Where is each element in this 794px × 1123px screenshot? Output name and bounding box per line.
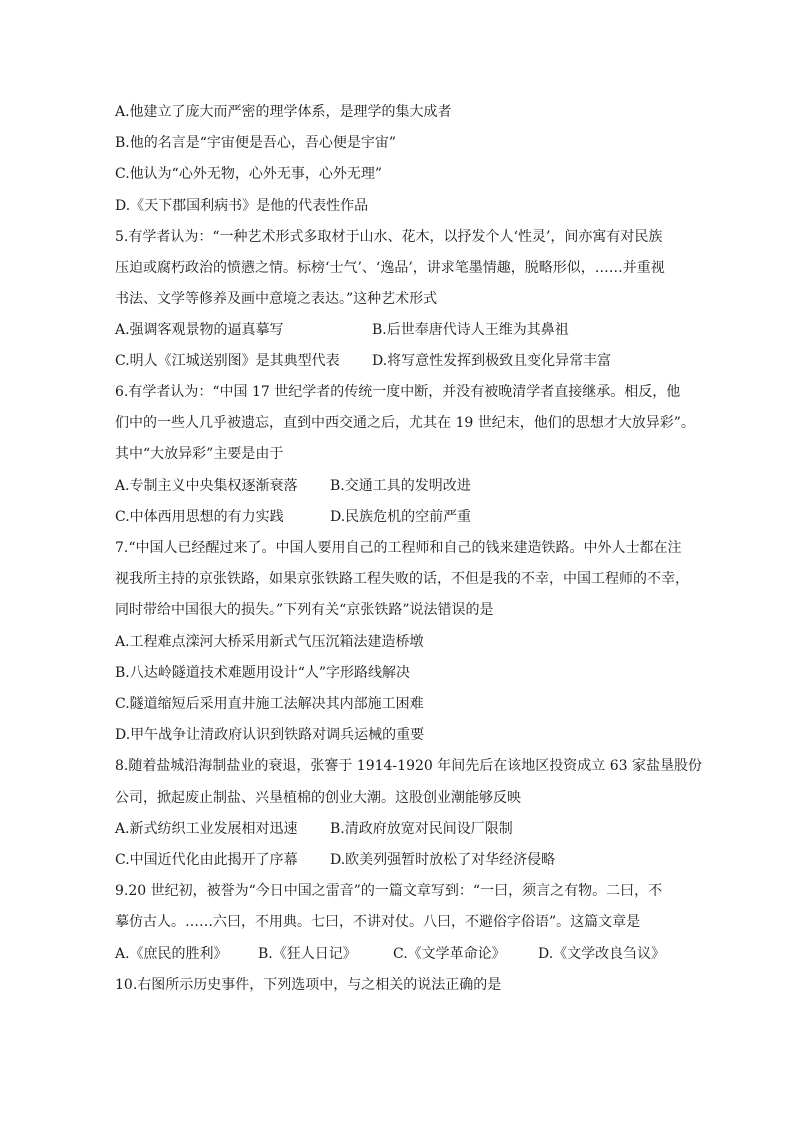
- q7-stem-line-1: 7.“中国人已经醒过来了。中国人要用自己的工程师和自己的钱来建造铁路。中外人士都在注: [115, 540, 682, 556]
- q6-option-b: B.交通工具的发明改进: [330, 478, 471, 494]
- q8-option-d: D.欧美列强暂时放松了对华经济侵略: [330, 852, 556, 868]
- q8-option-b: B.清政府放宽对民间设厂限制: [330, 821, 513, 837]
- q7-option-c: C.隧道缩短后采用直井施工法解决其内部施工困难: [115, 696, 424, 712]
- q5-option-b: B.后世奉唐代诗人王维为其鼻祖: [372, 322, 569, 338]
- q5-stem-line-3: 书法、文学等修养及画中意境之表达。”这种艺术形式: [115, 291, 438, 307]
- q4-option-d: D.《天下郡国利病书》是他的代表性作品: [115, 198, 369, 214]
- q9-stem-line-2: 摹仿古人。……六曰，不用典。七曰，不讲对仗。八曰，不避俗字俗语”。这篇文章是: [115, 914, 641, 930]
- q5-option-a: A.强调客观景物的逼真摹写: [115, 322, 284, 338]
- q9-option-c: C.《文学革命论》: [393, 946, 506, 962]
- q9-option-d: D.《文学改良刍议》: [538, 946, 666, 962]
- q9-option-a: A.《庶民的胜利》: [115, 946, 228, 962]
- q6-option-c: C.中体西用思想的有力实践: [115, 509, 284, 525]
- q8-stem-line-1: 8.随着盐城沿海制盐业的衰退，张謇于 1914-1920 年间先后在该地区投资成立 63 家盐垦股份: [115, 758, 702, 774]
- q6-stem-line-3: 其中“大放异彩”主要是由于: [115, 446, 284, 462]
- q7-option-d: D.甲午战争让清政府认识到铁路对调兵运械的重要: [115, 727, 425, 743]
- q5-stem-line-2: 压迫或腐朽政治的愤懑之情。标榜‘士气’、‘逸品’，讲求笔墨情趣，脱略形似，……并重视: [115, 260, 665, 276]
- q6-option-a: A.专制主义中央集权逐渐衰落: [115, 478, 298, 494]
- q5-option-c: C.明人《江城送别图》是其典型代表: [115, 353, 340, 369]
- q4-option-a: A.他建立了庞大而严密的理学体系，是理学的集大成者: [115, 104, 452, 120]
- q10-stem: 10.右图所示历史事件，下列选项中，与之相关的说法正确的是: [115, 977, 502, 993]
- q7-option-a: A.工程难点滦河大桥采用新式气压沉箱法建造桥墩: [115, 634, 424, 650]
- q7-stem-line-3: 同时带给中国很大的损失。”下列有关“京张铁路”说法错误的是: [115, 602, 494, 618]
- q4-option-c: C.他认为“心外无物，心外无事，心外无理”: [115, 166, 382, 182]
- q7-stem-line-2: 视我所主持的京张铁路，如果京张铁路工程失败的话，不但是我的不幸，中国工程师的不幸，: [115, 571, 689, 587]
- q7-option-b: B.八达岭隧道技术难题用设计“人”字形路线解决: [115, 665, 411, 681]
- q6-stem-line-1: 6.有学者认为：“中国 17 世纪学者的传统一度中断，并没有被晚清学者直接继承。相反，他: [115, 384, 681, 400]
- q6-option-d: D.民族危机的空前严重: [330, 509, 472, 525]
- q4-option-b: B.他的名言是“宇宙便是吾心，吾心便是宇宙”: [115, 135, 397, 151]
- q5-option-d: D.将写意性发挥到极致且变化异常丰富: [372, 353, 612, 369]
- q9-stem-line-1: 9.20 世纪初，被誉为“今日中国之雷音”的一篇文章写到：“一曰，须言之有物。二曰，不: [115, 883, 663, 899]
- q8-option-a: A.新式纺织工业发展相对迅速: [115, 821, 298, 837]
- q5-stem-line-1: 5.有学者认为：“一种艺术形式多取材于山水、花木，以抒发个人‘性灵’，间亦寓有对民族: [115, 229, 663, 245]
- q8-option-c: C.中国近代化由此揭开了序幕: [115, 852, 298, 868]
- q6-stem-line-2: 们中的一些人几乎被遗忘，直到中西交通之后，尤其在 19 世纪末，他们的思想才大放异彩”。: [115, 415, 695, 431]
- q9-option-b: B.《狂人日记》: [258, 946, 357, 962]
- q8-stem-line-2: 公司，掀起废止制盐、兴垦植棉的创业大潮。这股创业潮能够反映: [115, 790, 521, 806]
